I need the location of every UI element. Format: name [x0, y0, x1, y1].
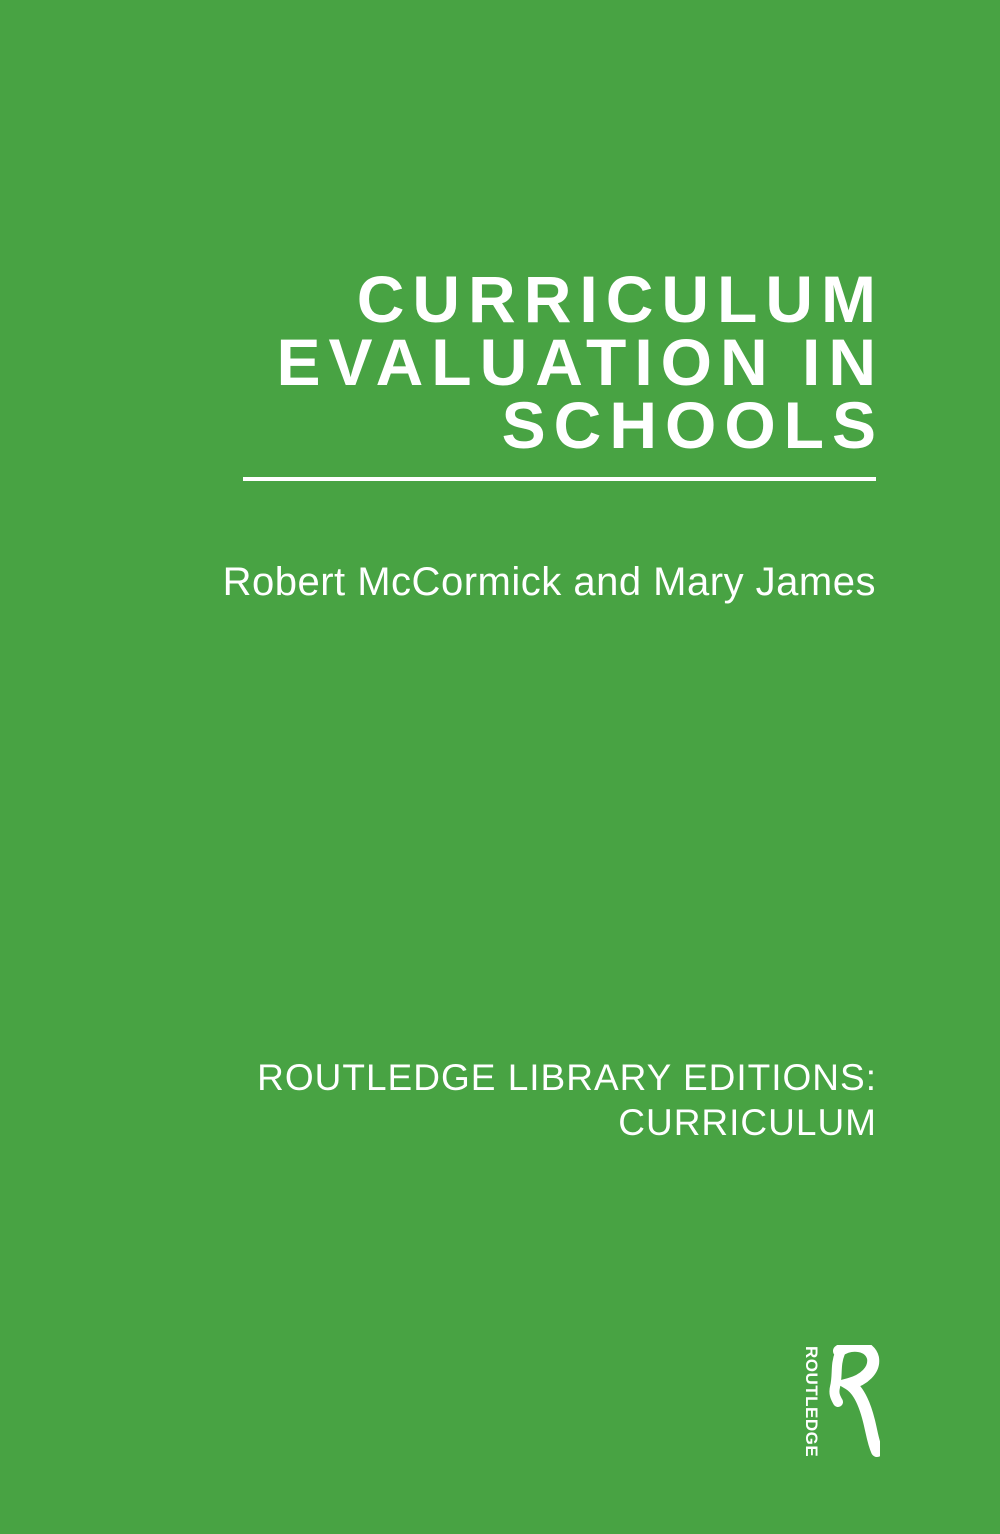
- series-title: [0, 1055, 876, 1145]
- title-line-3: SCHOOLS: [501, 388, 884, 462]
- title-line-1: CURRICULUM: [356, 262, 884, 336]
- book-title: [0, 262, 884, 462]
- routledge-logo: [798, 1345, 884, 1461]
- book-author: Robert McCormick and Mary James: [222, 560, 876, 604]
- title-line-2: EVALUATION IN: [276, 325, 884, 399]
- series-line-1: ROUTLEDGE LIBRARY EDITIONS:: [257, 1057, 877, 1098]
- series-line-2: CURRICULUM: [618, 1102, 877, 1143]
- routledge-logo-text: ROUTLEDGE: [802, 1346, 821, 1458]
- title-divider: [243, 477, 876, 481]
- routledge-r-icon: [824, 1345, 880, 1459]
